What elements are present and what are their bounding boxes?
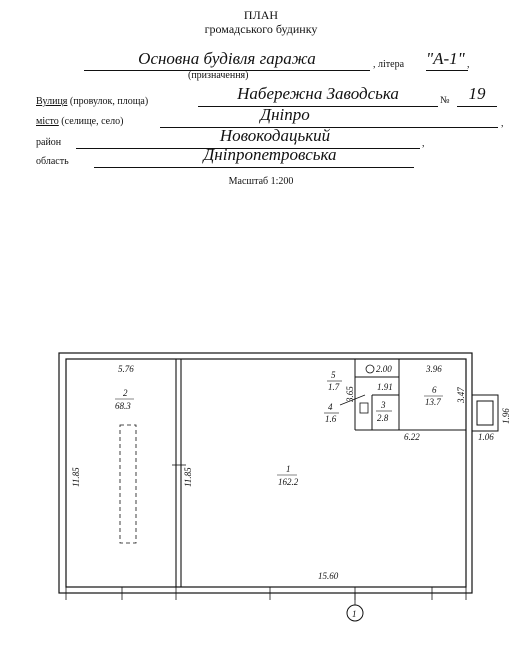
dim-annex-h: 1.96 [501,408,511,424]
dim-small-w1: 2.00 [376,364,392,374]
room-number: 1 [286,464,291,474]
district-comma: , [422,138,425,149]
dim-top-left-width: 5.76 [118,364,134,374]
dim-small-w2: 3.96 [426,364,442,374]
purpose-caption: (призначення) [188,70,249,81]
city-value: Дніпро [260,105,310,124]
document-subtitle: громадського будинку [204,22,318,36]
litera-comma: , [467,59,470,70]
room-number: 4 [328,402,333,412]
room-label-4 [324,402,339,424]
room-label-1 [277,464,299,487]
litera-label: , літера [373,59,405,70]
room-number: 2 [123,388,128,398]
city-label-suffix: (селище, село) [58,116,124,127]
room-area: 1.7 [328,382,340,392]
document-title: ПЛАН [243,8,279,22]
room-label-2 [115,388,134,411]
dim-small-w3: 1.91 [377,382,393,392]
sink-fixture [366,365,374,373]
purpose-value: Основна будівля гаража [138,49,316,68]
dim-mid-height: 11.85 [183,467,193,487]
street-value: Набережна Заводська [237,84,399,103]
inspection-pit [120,425,136,543]
room-number: 3 [381,400,386,410]
room-area: 68.3 [115,401,131,411]
number-label: № [440,95,450,106]
dim-bottom-length: 15.60 [318,571,339,581]
litera-value: "А-1" [426,49,465,68]
annex-outer [472,395,498,431]
room-label-3 [376,400,392,423]
dim-left-height: 11.85 [71,467,81,487]
dim-annex-w: 1.06 [478,432,494,442]
street-label-suffix: (провулок, площа) [67,96,149,107]
room-label-6 [424,385,443,407]
city-label-underlined: місто [36,116,59,127]
toilet-fixture [360,403,368,413]
room-number: 6 [432,385,437,395]
room-label-5 [327,370,342,392]
dim-room6-w: 6.22 [404,432,420,442]
district-label: район [36,137,62,148]
street-label-underlined: Вулиця [36,96,68,107]
dim-right-h: 3.47 [456,387,466,403]
room-number: 5 [331,370,336,380]
number-value: 19 [468,84,486,103]
region-value: Дніпропетровська [203,145,337,164]
region-label: область [36,156,69,167]
axis-label: 1 [352,609,357,619]
room-area: 2.8 [377,413,389,423]
room-area: 13.7 [425,397,441,407]
room-area: 162.2 [278,477,299,487]
dim-small-h1: 3.65 [345,386,355,402]
district-value: Новокодацький [219,126,331,145]
room-area: 1.6 [325,414,337,424]
outer-wall-outer [59,353,472,593]
scale-label: Масштаб 1:200 [228,176,294,187]
annex-inner [477,401,493,425]
city-comma: , [501,118,504,129]
